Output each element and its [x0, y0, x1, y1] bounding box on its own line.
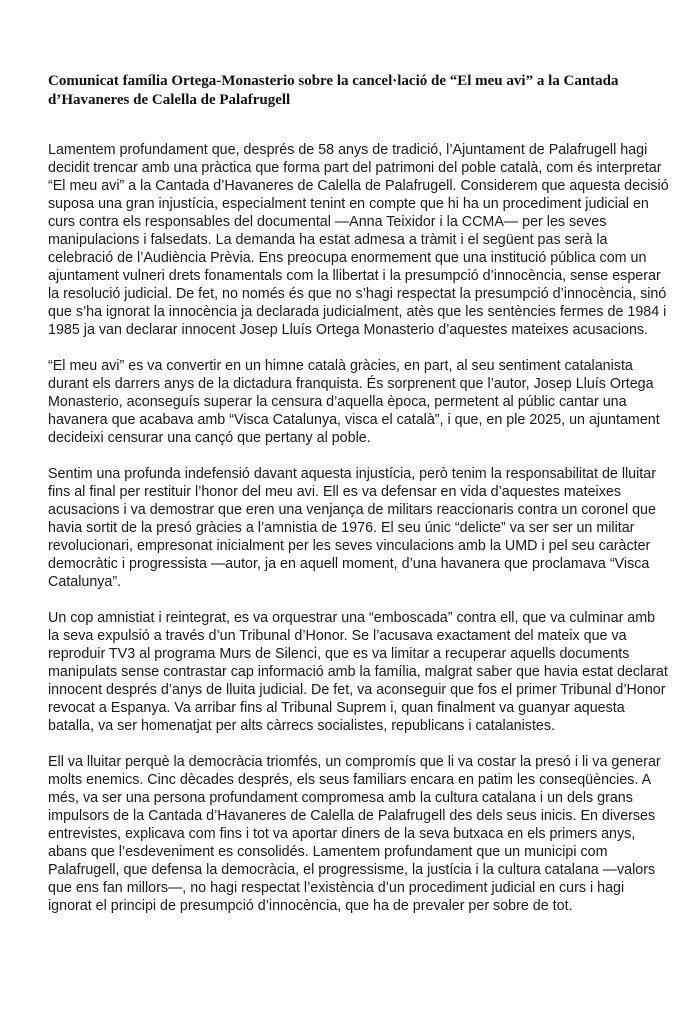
paragraph-1: Lamentem profundament que, després de 58 anys de tradició, l’Ajuntament de Palafrugell hagi decidit trencar amb una pràctica que forma part del patrimoni del poble català, com és interpretar “El meu avi” a la Cantada d’Havaneres de Calella de Palafrugell. Considerem que aquesta decisió suposa una gran injustícia, especialment tenint en compte que hi ha un procediment judicial en curs contra els responsables del documental —Anna Teixidor i la CCMA— per les seves manipulacions i falsedats. La demanda ha estat admesa a tràmit i el següent pas serà la celebració de l’Audiència Prèvia. Ens preocupa enormement que una institució pública com un ajuntament vulneri drets fonamentals com la llibertat i la presumpció d’innocència, sense esperar la resolució judicial. De fet, no només és que no s’hagi respectat la presumpció d’innocència, sinó que s’ha ignorat la innocència ja declarada judicialment, atès que les sentències fermes de 1984 i 1985 ja van declarar innocent Josep Lluís Ortega Monasterio d’aquestes mateixes acusacions. [48, 142, 669, 338]
paragraph-2: “El meu avi” es va convertir en un himne català gràcies, en part, al seu sentiment catalanista durant els darrers anys de la dictadura franquista. És sorprenent que l’autor, Josep Lluís Ortega Monasterio, aconseguís superar la censura d’aquella època, permetent al públic cantar una havanera que acabava amb “Visca Catalunya, visca el català”, i que, en ple 2025, un ajuntament decideixi censurar una cançó que pertany al poble. [48, 358, 660, 446]
paragraph-5: Ell va lluitar perquè la democràcia triomfés, un compromís que li va costar la presó i li va generar molts enemics. Cinc dècades després, els seus familiars encara en patim les conseqüències. A més, va ser una persona profundament compromesa amb la cultura catalana i un dels grans impulsors de la Cantada d’Havaneres de Calella de Palafrugell des dels seus inicis. En diverses entrevistes, explicava com fins i tot va aportar diners de la seva butxaca en els primers anys, abans que l’esdeveniment es consolidés. Lamentem profundament que un municipi com Palafrugell, que defensa la democràcia, el progressisme, la justícia i la cultura catalana —valors que ens fan millors—, no hagi respectat l’existència d’un procediment judicial en curs i hagi ignorat el principi de presumpció d’innocència, que ha de prevaler per sobre de tot. [48, 754, 661, 914]
paragraph-3: Sentim una profunda indefensió davant aquesta injustícia, però tenim la responsabilitat de lluitar fins al final per restituir l’honor del meu avi. Ell es va defensar en vida d’aquestes mateixes acusacions i va demostrar que eren una venjança de militars reaccionaris contra un coronel que havia sortit de la presó gràcies a l’amnistia de 1976. El seu únic “delicte” va ser ser un militar revolucionari, empresonat inicialment per les seves vinculacions amb la UMD i pel seu caràcter democràtic i progressista —autor, ja en aquell moment, d’una havanera que proclamava “Visca Catalunya”. [48, 466, 656, 590]
document-title: Comunicat família Ortega-Monasterio sobre la cancel·lació de “El meu avi” a la Cantada d’Havaneres de Calella de Palafrugell [48, 73, 619, 108]
document-body [48, 141, 670, 933]
paragraph-4: Un cop amnistiat i reintegrat, es va orquestrar una “emboscada” contra ell, que va culminar amb la seva expulsió a través d’un Tribunal d’Honor. Se l’acusava exactament del mateix que va reproduir TV3 al programa Murs de Silenci, que es va limitar a recuperar aquells documents manipulats sense contrastar cap informació amb la família, malgrat saber que havia estat declarat innocent després d’anys de lluita judicial. De fet, va aconseguir que fos el primer Tribunal d’Honor revocat a Espanya. Va arribar fins al Tribunal Suprem i, quan finalment va guanyar aquesta batalla, va ser homenatjat per alts càrrecs socialistes, republicans i catalanistes. [48, 610, 668, 734]
